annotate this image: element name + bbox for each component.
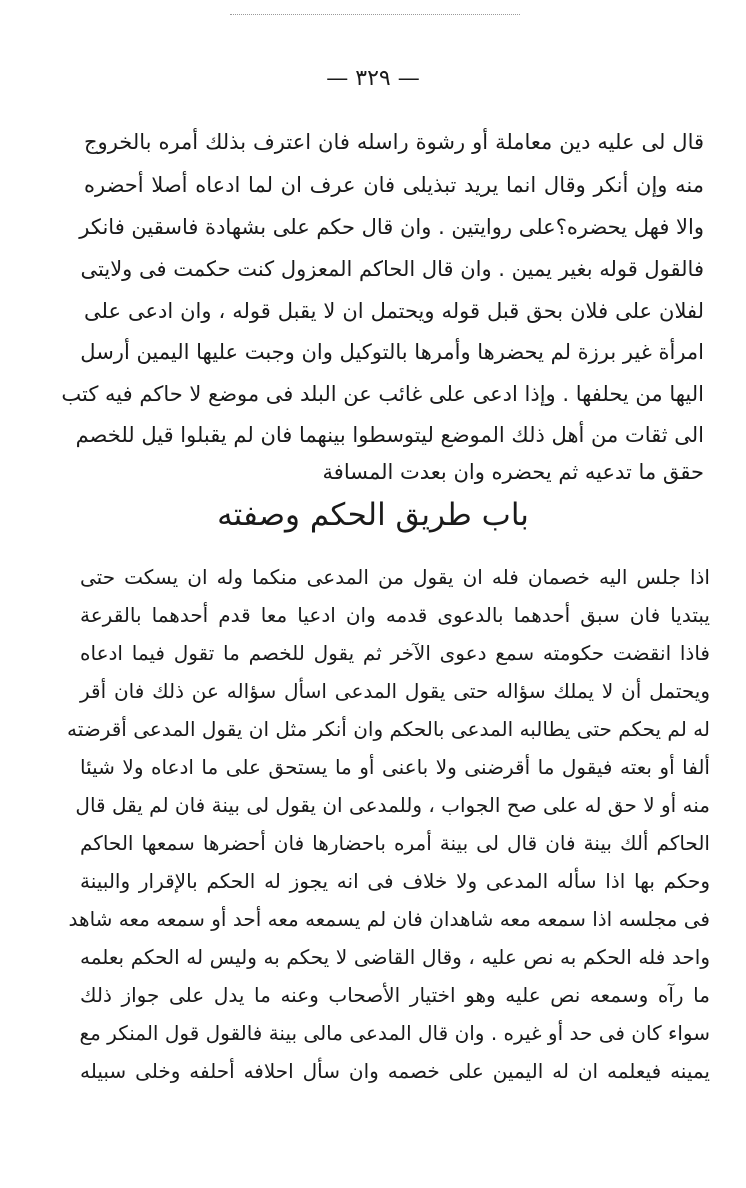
text-line: وحكم بها اذا سأله المدعى ولا خلاف فى انه يجوز له الحكم بالإقرار والبينة [80, 869, 710, 893]
text-line: يمينه فيعلمه ان له اليمين على خصمه وان سأل احلافه أحلفه وخلى سبيله [80, 1059, 710, 1083]
text-line: قال لى عليه دين معاملة أو رشوة راسله فان اعترف بذلك أمره بالخروج [84, 130, 704, 154]
text-line: لفلان على فلان بحق قبل قوله ويحتمل ان لا يقبل قوله ، وان ادعى على [84, 299, 704, 323]
text-line: اليها من يحلفها . وإذا ادعى على غائب عن البلد فى موضع لا حاكم فيه كتب [61, 382, 704, 406]
text-line: منه وإن أنكر وقال انما يريد تبذيلى فان عرف ان لما ادعاه أصلا أحضره [84, 173, 704, 197]
text-line: اذا جلس اليه خصمان فله ان يقول من المدعى منكما وله ان يسكت حتى [80, 565, 710, 589]
text-line: الحاكم ألك بينة فان قال لى بينة أمره باحضارها فان أحضرها سمعها الحاكم [80, 831, 710, 855]
text-line: امرأة غير برزة لم يحضرها وأمرها بالتوكيل وان وجبت عليها اليمين أرسل [80, 340, 704, 364]
text-line: له لم يحكم حتى يطالبه المدعى بالحكم وان أنكر مثل ان يقول المدعى أقرضته [66, 717, 710, 741]
text-line: سواء كان فى حد أو غيره . وان قال المدعى مالى بينة فالقول قول المنكر مع [79, 1021, 710, 1045]
text-line: ألفا أو بعته فيقول ما أقرضنى ولا باعنى أو ما يستحق على ما ادعاه ولا شيئا [80, 755, 710, 779]
text-line: واحد فله الحكم به نص عليه ، وقال القاضى لا يحكم به وليس له الحكم بعلمه [80, 945, 710, 969]
top-dotted-rule [230, 14, 520, 15]
text-line: ما رآه وسمعه نص عليه وهو اختيار الأصحاب وعنه ما يدل على جواز ذلك [80, 983, 710, 1007]
page-number: — ٣٢٩ — [326, 66, 420, 91]
text-line: فى مجلسه اذا سمعه معه شاهدان فان لم يسمعه معه أحد أو سمعه معه شاهد [68, 907, 710, 931]
text-line: الى ثقات من أهل ذلك الموضع ليتوسطوا بينهما فان لم يقبلوا قيل للخصم [75, 423, 704, 447]
text-line: يبتديا فان سبق أحدهما بالدعوى قدمه وان ادعيا معا قدم أحدهما بالقرعة [80, 603, 710, 627]
text-line: فالقول قوله بغير يمين . وان قال الحاكم المعزول كنت حكمت فى ولايتى [80, 257, 704, 281]
text-line: فاذا انقضت حكومته سمع دعوى الآخر ثم يقول للخصم ما تقول فيما ادعاه [80, 641, 710, 665]
text-line: منه أو لا حق له على صح الجواب ، وللمدعى ان يقول لى بينة فان لم يقل قال [75, 793, 710, 817]
text-line: والا فهل يحضره؟على روايتين . وان قال حكم على بشهادة فاسقين فانكر [79, 215, 704, 239]
chapter-heading: باب طريق الحكم وصفته [217, 497, 529, 533]
text-line: حقق ما تدعيه ثم يحضره وان بعدت المسافة [322, 460, 704, 484]
text-line: ويحتمل أن لا يملك سؤاله حتى يقول المدعى اسأل سؤاله عن ذلك فان أقر [80, 679, 710, 703]
